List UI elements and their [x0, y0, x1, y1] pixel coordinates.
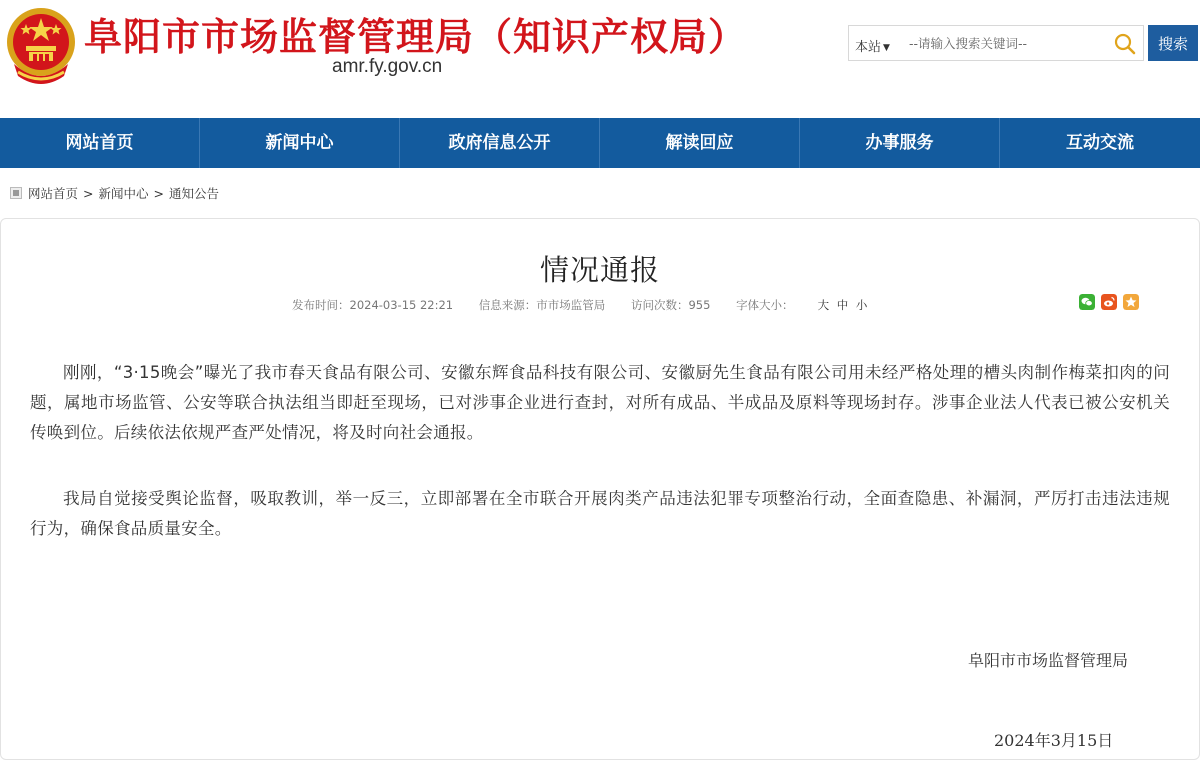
article-paragraph: 我局自觉接受舆论监督，吸取教训，举一反三，立即部署在全市联合开展肉类产品违法犯罪专项整治行动，全面查隐患、补漏洞，严厉打击违法违规行为，确保食品质量安全。 [30, 489, 1170, 538]
search-input[interactable] [909, 32, 1099, 54]
main-nav [0, 118, 1200, 168]
national-emblem-icon [4, 6, 78, 86]
search-button[interactable]: 搜索 [1148, 25, 1198, 61]
font-size-label: 字体大小： [736, 298, 794, 312]
favorite-icon[interactable] [1123, 294, 1139, 310]
breadcrumb-notices[interactable]: 通知公告 [169, 186, 220, 201]
article-signature: 阜阳市市场监督管理局 [968, 651, 1129, 670]
search-scope-label: 本站 [855, 40, 882, 55]
nav-item-gov-info[interactable]: 政府信息公开 [400, 118, 600, 168]
font-size-medium[interactable]: 中 [836, 298, 849, 312]
article-meta [292, 297, 869, 313]
search-box [848, 25, 1144, 61]
site-domain: amr.fy.gov.cn [332, 56, 443, 77]
font-size-large[interactable]: 大 [817, 298, 830, 312]
site-header [0, 0, 1200, 118]
breadcrumb [10, 184, 219, 202]
article-title: 情况通报 [539, 253, 660, 287]
nav-item-interpretation[interactable]: 解读回应 [600, 118, 800, 168]
breadcrumb-news[interactable]: 新闻中心 [98, 186, 149, 201]
wechat-icon[interactable] [1079, 294, 1095, 310]
weibo-icon[interactable] [1101, 294, 1117, 310]
font-size-control [736, 298, 869, 312]
nav-item-news[interactable]: 新闻中心 [200, 118, 400, 168]
breadcrumb-separator: > [153, 185, 164, 201]
font-size-small[interactable]: 小 [855, 298, 868, 312]
nav-item-services[interactable]: 办事服务 [800, 118, 1000, 168]
search-scope-select[interactable] [855, 36, 890, 55]
chevron-down-icon: ▼ [883, 43, 890, 53]
nav-item-interaction[interactable]: 互动交流 [1066, 133, 1134, 153]
info-source: 信息来源：市市场监管局 [478, 298, 606, 312]
search-icon[interactable] [1113, 32, 1137, 56]
location-icon [10, 187, 22, 199]
share-buttons [1079, 294, 1139, 310]
article-date: 2024年3月15日 [994, 731, 1114, 750]
breadcrumb-home[interactable]: 网站首页 [28, 186, 79, 201]
site-title: 阜阳市市场监督管理局（知识产权局） [84, 14, 748, 59]
publish-time: 发布时间：2024-03-15 22:21 [292, 298, 454, 312]
visit-count: 访问次数：955 [630, 298, 711, 312]
nav-item-home[interactable]: 网站首页 [0, 118, 200, 168]
article-paragraph: 刚刚，“3·15晚会”曝光了我市春天食品有限公司、安徽东辉食品科技有限公司、安徽厨先生食品有限公司用未经严格处理的槽头肉制作梅菜扣肉的问题，属地市场监管、公安等联合执法组当即赶至现场，已对涉事企业进行查封，对所有成品、半成品及原料等现场封存。涉事企业法人代表已被公安机关传唤到位。后续依法依规严查严处情况，将及时向社会通报。 [30, 363, 1170, 442]
breadcrumb-separator: > [83, 185, 94, 201]
